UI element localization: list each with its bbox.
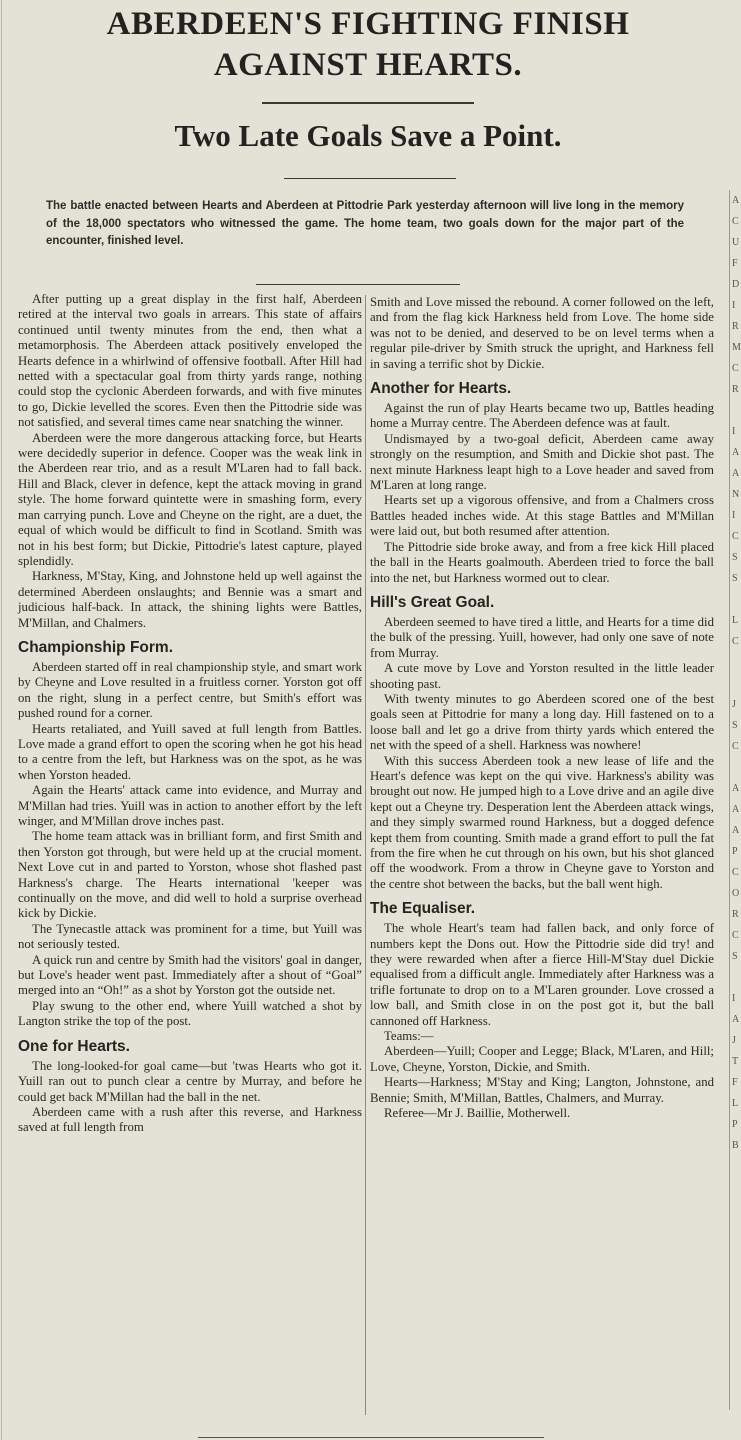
standfirst: The battle enacted between Hearts and Aberdeen at Pittodrie Park yesterday afternoon will live long in the memory of the 18,000 spectators who witnessed the game. The home team, two goals down for the major part of the encounter, finished level. — [46, 200, 684, 248]
article-paragraph: The Tynecastle attack was prominent for a time, but Yuill was not seriously tested. — [18, 921, 362, 952]
section-heading-another-for-hearts: Another for Hearts. — [370, 380, 512, 398]
teams-label: Teams:— — [384, 1029, 434, 1044]
article-paragraph: Aberdeen came with a rush after this reverse, and Harkness saved at full length from — [18, 1104, 362, 1135]
standfirst-rule — [256, 284, 460, 285]
article-paragraph: Play swung to the other end, where Yuill watched a shot by Langton strike the top of the post. — [18, 998, 362, 1029]
article-paragraph: The Pittodrie side broke away, and from a free kick Hill placed the ball in the Hearts goalmouth. Aberdeen tried to force the ball into the net, but Harkness wormed out to clear. — [370, 539, 714, 585]
article-paragraph: The whole Heart's team had fallen back, and only force of numbers kept the Dons out. How the Pittodrie side did try! and they were rewarded when after a fierce Hill-M'Stay duel Dickie equalised from a difficult angle. Immediately after Harkness was a trifle fortunate to drop on to a M'Laren grounder. Love crossed a low ball, and Smith close in on the post got it, but the ball cannoned off Harkness. — [370, 921, 714, 1028]
edge-letter: P — [732, 846, 738, 857]
edge-letter: A — [732, 804, 740, 815]
article-paragraph: Aberdeen were the more dangerous attacking force, but Hearts were decidedly superior in defence. Cooper was the weak link in the Aberdeen rear trio, and as a result M'Laren had to fall back. Hill and Black, clever in defence, kept the attack moving in grand style. The home forward quintette were in smashing form, every man carrying punch. Love and Cheyne on the right, are a duet, the equal of which would be difficult to find in Scotland. Smith was not in his best form; but Dickie, Pittodrie's latest capture, played splendidly. — [18, 430, 362, 568]
headline-rule — [262, 102, 474, 104]
section-heading-the-equaliser: The Equaliser. — [370, 900, 476, 918]
subheadline: Two Late Goals Save a Point. — [174, 118, 562, 153]
edge-letter: J — [732, 1035, 736, 1046]
edge-letter: A — [732, 447, 740, 458]
edge-letter — [730, 673, 740, 694]
edge-letter: S — [732, 720, 738, 731]
edge-letter: S — [732, 951, 738, 962]
edge-letter: L — [732, 615, 739, 626]
edge-letter: A — [732, 783, 740, 794]
headline-line-2: AGAINST HEARTS. — [213, 47, 523, 83]
article-paragraph: Hearts set up a vigorous offensive, and from a Chalmers cross Battles headed inches wide. At this stage Battles and M'Millan were laid out, but both resumed after attention. — [370, 493, 714, 539]
article-paragraph: With this success Aberdeen took a new lease of life and the Heart's defence was kept on the qui vive. Harkness's ability was brought out now. He jumped high to a Love drive and an agile dive kept out a Cheyne try. Desperation lent the Aberdeen attack wings, and they simply swarmed round Harkness, but a dogged defence kept them from counting. Smith made a grand effort to pull the fat from the fire when he cut through on his own, but his shot glanced off the woodwork. From a throw in Cheyne gave to Yorston and the centre shot between the backs, but the ball went high. — [370, 753, 714, 891]
edge-letter: M — [732, 342, 741, 353]
edge-letter: B — [732, 1140, 739, 1151]
edge-letter: S — [732, 552, 738, 563]
right-column — [370, 295, 714, 1122]
edge-letter: C — [732, 867, 739, 878]
edge-letter: C — [732, 363, 739, 374]
edge-letter: A — [732, 1014, 740, 1025]
adjacent-column-edge — [729, 190, 739, 1410]
subheadline-rule — [284, 178, 456, 179]
edge-letter: D — [732, 279, 740, 290]
headline — [14, 4, 722, 86]
edge-letter: A — [732, 468, 740, 479]
edge-letter: N — [732, 489, 740, 500]
article-paragraph: Again the Hearts' attack came into evidence, and Murray and M'Millan had tries. Yuill was in action to another effort by the left winger, and M'Millan drove inches past. — [18, 783, 362, 828]
edge-letter: A — [732, 825, 740, 836]
article-paragraph: Undismayed by a two-goal deficit, Aberdeen came away strongly on the resumption, and Smith and Dickie shot past. The next minute Harkness leapt high to a Love header and saved from M'Laren at long range. — [370, 431, 714, 493]
article-paragraph: A quick run and centre by Smith had the visitors' goal in danger, but Love's header went past. Immediately after a shout of “Goal” merged into an “Oh!” as a shot by Yorston got the outside net. — [18, 952, 362, 998]
bottom-rule — [198, 1437, 544, 1438]
edge-letter: S — [732, 573, 738, 584]
edge-letter: R — [732, 321, 739, 332]
section-heading-championship-form: Championship Form. — [18, 638, 173, 656]
article-paragraph: Aberdeen started off in real championship style, and smart work by Cheyne and Love resulted in a fruitless corner. Yorston got off on the right, slung in a perfect centre, but Smith's effort was pushed round for a corner. — [18, 659, 362, 721]
edge-letter: C — [732, 531, 739, 542]
edge-letter: A — [732, 195, 740, 206]
edge-letter: I — [732, 426, 736, 437]
article-paragraph: Aberdeen seemed to have tired a little, and Hearts for a time did the bulk of the pressing. Yuill, however, had only one save of note from Murray. — [370, 614, 714, 660]
edge-letter — [730, 589, 740, 610]
column-divider — [365, 295, 366, 1415]
section-heading-hills-great-goal: Hill's Great Goal. — [370, 593, 495, 611]
left-column — [18, 292, 362, 1136]
edge-letter: C — [732, 636, 739, 647]
edge-letter: C — [732, 216, 739, 227]
article-paragraph: Harkness, M'Stay, King, and Johnstone held up well against the determined Aberdeen onslaughts; and Bennie was a smart and judicious half-back. In attack, the shining lights were Battles, M'Millan, and Chalmers. — [18, 569, 362, 630]
article-paragraph: With twenty minutes to go Aberdeen scored one of the best goals seen at Pittodrie for many a long day. Hill fastened on to a loose ball and let go a drive from thirty yards which entered the net with the speed of a shell. Harkness was nowhere! — [370, 691, 714, 753]
edge-letter: R — [732, 384, 739, 395]
article-paragraph: The home team attack was in brilliant form, and first Smith and then Yorston got through, but were held up at the crucial moment. Next Love cut in and parted to Yorston, whose shot flashed past Harkness's charge. The Hearts international 'keeper was continually on the move, and did well to hold a surprise overhead kick by Dickie. — [18, 829, 362, 921]
edge-letter: I — [732, 993, 736, 1004]
edge-letter: I — [732, 510, 736, 521]
edge-letter: U — [732, 237, 740, 248]
edge-letter — [730, 967, 740, 988]
edge-letter: T — [732, 1056, 739, 1067]
article-paragraph: The long-looked-for goal came—but 'twas Hearts who got it. Yuill ran out to punch clear a centre by Murray, and before he could get back M'Millan had the ball in the net. — [18, 1058, 362, 1104]
edge-letter — [730, 400, 740, 421]
edge-letter: L — [732, 1098, 739, 1109]
article-paragraph: Against the run of play Hearts became two up, Battles heading home a Murray centre. The Aberdeen defence was at fault. — [370, 401, 714, 431]
edge-letter: R — [732, 909, 739, 920]
edge-letter: J — [732, 699, 736, 710]
edge-letter: F — [732, 258, 738, 269]
edge-letter: F — [732, 1077, 738, 1088]
edge-letter — [730, 757, 740, 778]
article-paragraph: A cute move by Love and Yorston resulted in the little leader shooting past. — [370, 661, 714, 691]
referee-line: Referee—Mr J. Baillie, Motherwell. — [384, 1106, 571, 1121]
article-paragraph: After putting up a great display in the first half, Aberdeen retired at the interval two goals in arrears. This state of affairs continued until twenty minutes from the end, then what a metamorphosis. The Aberdeen attack positively enveloped the Hearts defence in a whirlwind of offensive football. After Hill had netted with a spectacular goal from thirty yards range, nothing could stop the cyclonic Aberdeen forwards, and with five minutes to go, Dickie levelled the scores. Even then the Pittodrie side was not satisfied, and several times came near snatching the winner. — [18, 292, 362, 430]
edge-letter: I — [732, 300, 736, 311]
section-heading-one-for-hearts: One for Hearts. — [18, 1037, 130, 1055]
edge-letter: C — [732, 930, 739, 941]
edge-letter: C — [732, 741, 739, 752]
edge-letter — [730, 652, 740, 673]
headline-line-1: ABERDEEN'S FIGHTING FINISH — [106, 6, 630, 42]
edge-letter: P — [732, 1119, 738, 1130]
teams-hearts: Hearts—Harkness; M'Stay and King; Langton, Johnstone, and Bennie; Smith, M'Millan, Battles, Chalmers, and Murray. — [370, 1075, 714, 1105]
page-margin-rule — [1, 0, 2, 1440]
teams-aberdeen: Aberdeen—Yuill; Cooper and Legge; Black, M'Laren, and Hill; Love, Cheyne, Yorston, Dickie, and Smith. — [370, 1044, 714, 1074]
article-paragraph: Hearts retaliated, and Yuill saved at full length from Battles. Love made a grand effort to open the scoring when he got his head to a centre from the left, but Harkness was on the spot, as he was when Yorston headed. — [18, 721, 362, 782]
article-paragraph: Smith and Love missed the rebound. A corner followed on the left, and from the flag kick Harkness held from Love. The home side was not to be denied, and deserved to be on level terms when a regular pile-driver by Smith struck the upright, and Harkness fell in saving a terrific shot by Dickie. — [370, 295, 714, 371]
edge-letter: O — [732, 888, 740, 899]
